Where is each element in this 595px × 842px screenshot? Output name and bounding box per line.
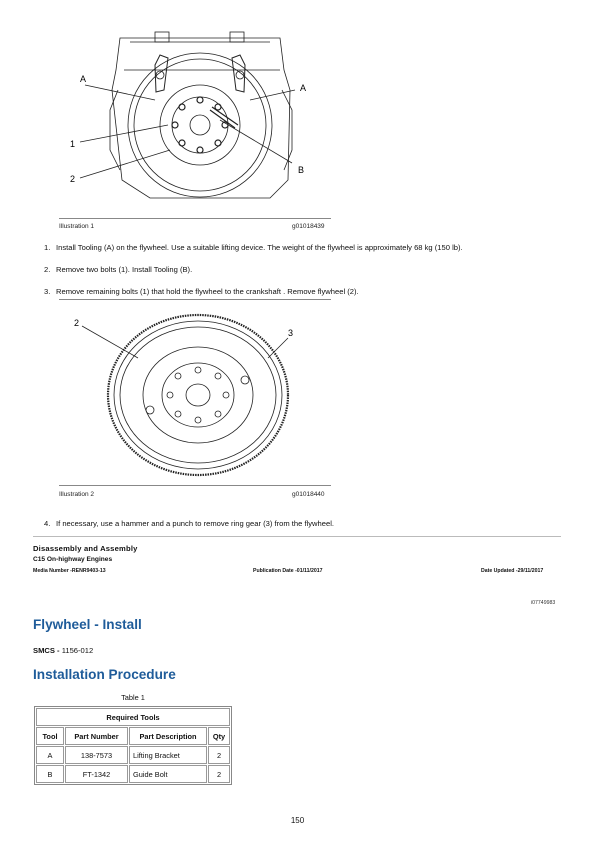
illustration-2-top-rule [59,299,331,300]
col-header: Tool [36,727,64,745]
smcs-line [33,646,93,655]
step-item: 4. If necessary, use a hammer and a punch to remove ring gear (3) from the flywheel. [44,519,335,528]
label-a-left: A [80,74,87,84]
label-1: 1 [70,139,76,149]
illustration-1-rule [59,218,331,219]
model-name: C15 On-highway Engines [33,556,113,563]
table-cell: B [36,765,64,783]
publication-date: Publication Date -01/11/2017 [253,568,323,574]
table-cell: 2 [208,746,230,764]
illustration-1-caption: Illustration 1 [59,223,95,230]
procedure-steps-1 [44,243,564,296]
col-header: Part Description [129,727,207,745]
table-row [36,765,230,783]
procedure-title: Installation Procedure [33,667,176,682]
label-2: 2 [70,174,76,184]
illustration-2-code: g01018440 [292,491,325,498]
label-a-right: A [300,83,307,93]
section-divider [33,536,561,537]
col-header: Qty [208,727,230,745]
illustration-2-caption: Illustration 2 [59,491,95,498]
illustration-2-rule [59,485,331,486]
illustration-1-code: g01018439 [292,223,325,230]
table-caption: Table 1 [121,693,145,702]
col-header: Part Number [65,727,128,745]
illustration-1-drawing [60,30,340,220]
table-cell: Lifting Bracket [129,746,207,764]
table-header-row [36,727,230,745]
required-tools-table [34,706,232,785]
step-item: 3. Remove remaining bolts (1) that hold the flywheel to the crankshaft . Remove flywheel (2). [44,287,359,296]
table-cell: 138-7573 [65,746,128,764]
smcs-value: 1156-012 [61,646,94,655]
smcs-label: SMCS - [33,646,60,655]
table-cell: A [36,746,64,764]
step-item: 1. Install Tooling (A) on the flywheel. Use a suitable lifting device. The weight of the flywheel is approximately 68 kg (150 lb). [44,243,463,252]
step-item: 2. Remove two bolts (1). Install Tooling (B). [44,265,193,274]
table-cell: FT-1342 [65,765,128,783]
document-id: i07749983 [531,600,556,606]
page-number: 150 [290,816,305,825]
page-title: Flywheel - Install [33,617,142,632]
media-number: Media Number -RENR9403-13 [33,568,106,574]
illustration-2-drawing [60,310,340,485]
table-cell: 2 [208,765,230,783]
date-updated: Date Updated -29/11/2017 [481,568,544,574]
label-b: B [298,165,305,175]
label-3: 3 [288,328,294,338]
table-cell: Guide Bolt [129,765,207,783]
section-heading: Disassembly and Assembly [33,544,138,553]
procedure-steps-2 [44,519,564,528]
label-2: 2 [74,318,80,328]
table-heading: Required Tools [36,708,230,726]
table-row [36,746,230,764]
table-heading-row [36,708,230,726]
